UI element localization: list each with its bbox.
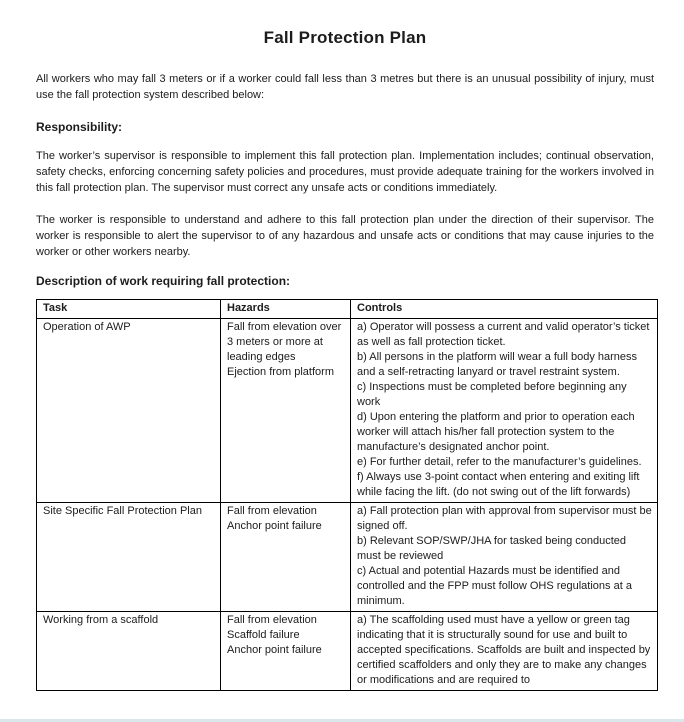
controls-cell bbox=[351, 612, 658, 691]
table-header bbox=[37, 300, 658, 319]
hazard-item: Fall from elevation bbox=[227, 505, 317, 517]
task-cell: Working from a scaffold bbox=[37, 612, 221, 691]
control-item: c) Actual and potential Hazards must be identified and controlled and the FPP must follow OHS regulations at a minimum. bbox=[357, 565, 632, 607]
hazard-item: Anchor point failure bbox=[227, 644, 322, 656]
control-item: a) Operator will possess a current and valid operator’s ticket as well as fall protection ticket. bbox=[357, 321, 650, 348]
table-row bbox=[37, 503, 658, 612]
table-body bbox=[37, 319, 658, 691]
responsibility-heading: Responsibility: bbox=[36, 120, 123, 134]
control-item: b) Relevant SOP/SWP/JHA for tasked being conducted must be reviewed bbox=[357, 535, 627, 562]
control-item: b) All persons in the platform will wear a full body harness and a self-retracting lanyard or travel restraint system. bbox=[357, 351, 638, 378]
table-header-row bbox=[37, 300, 658, 319]
control-item: e) For further detail, refer to the manufacturer’s guidelines. bbox=[357, 456, 642, 468]
controls-cell bbox=[351, 503, 658, 612]
header-controls: Controls bbox=[351, 300, 658, 319]
hazard-item: Ejection from platform bbox=[227, 366, 334, 378]
hazards-cell bbox=[221, 319, 351, 503]
hazards-cell bbox=[221, 503, 351, 612]
hazard-item: Fall from elevation bbox=[227, 614, 317, 626]
control-item: c) Inspections must be completed before beginning any work bbox=[357, 381, 627, 408]
control-item: a) Fall protection plan with approval from supervisor must be signed off. bbox=[357, 505, 652, 532]
table-row bbox=[37, 319, 658, 503]
control-item: f) Always use 3-point contact when entering and exiting lift while facing the lift. (do not swing out of the lift forwards) bbox=[357, 471, 640, 498]
table-row bbox=[37, 612, 658, 691]
intro-paragraph: All workers who may fall 3 meters or if a worker could fall less than 3 metres but there is an unusual possibility of injury, must use the fall protection system described below: bbox=[36, 73, 654, 101]
responsibility-paragraph-1: The worker’s supervisor is responsible to implement this fall protection plan. Implementation includes; continual observation, safety checks, enforcing concerning safety policies and procedures, must provide adequate training for the workers involved in this fall protection plan. The supervisor must correct any unsafe acts or conditions immediately. bbox=[36, 150, 654, 194]
hazard-item: Scaffold failure bbox=[227, 629, 300, 641]
responsibility-paragraph-2: The worker is responsible to understand and adhere to this fall protection plan under the direction of their supervisor. The worker is responsible to alert the supervisor to of any hazardous and unsafe acts or conditions that may cause injuries to the worker or other workers nearby. bbox=[36, 214, 654, 258]
description-heading: Description of work requiring fall protection: bbox=[36, 274, 291, 288]
controls-cell bbox=[351, 319, 658, 503]
hazard-item: Anchor point failure bbox=[227, 520, 322, 532]
control-item: d) Upon entering the platform and prior to operation each worker will attach his/her fall protection system to the manufacture’s designated anchor point. bbox=[357, 411, 635, 453]
header-hazards: Hazards bbox=[221, 300, 351, 319]
task-cell: Operation of AWP bbox=[37, 319, 221, 503]
task-cell: Site Specific Fall Protection Plan bbox=[37, 503, 221, 612]
hazard-item: Fall from elevation over 3 meters or more at leading edges bbox=[227, 321, 342, 363]
work-description-table bbox=[36, 299, 658, 691]
hazards-cell bbox=[221, 612, 351, 691]
control-item: a) The scaffolding used must have a yellow or green tag indicating that it is structurally sound for use and built to accepted specifications. Scaffolds are built and inspected by certified scaffolders and only they are to make any changes or modifications and are required to bbox=[357, 614, 651, 686]
page-title: Fall Protection Plan bbox=[263, 28, 427, 47]
header-task: Task bbox=[37, 300, 221, 319]
